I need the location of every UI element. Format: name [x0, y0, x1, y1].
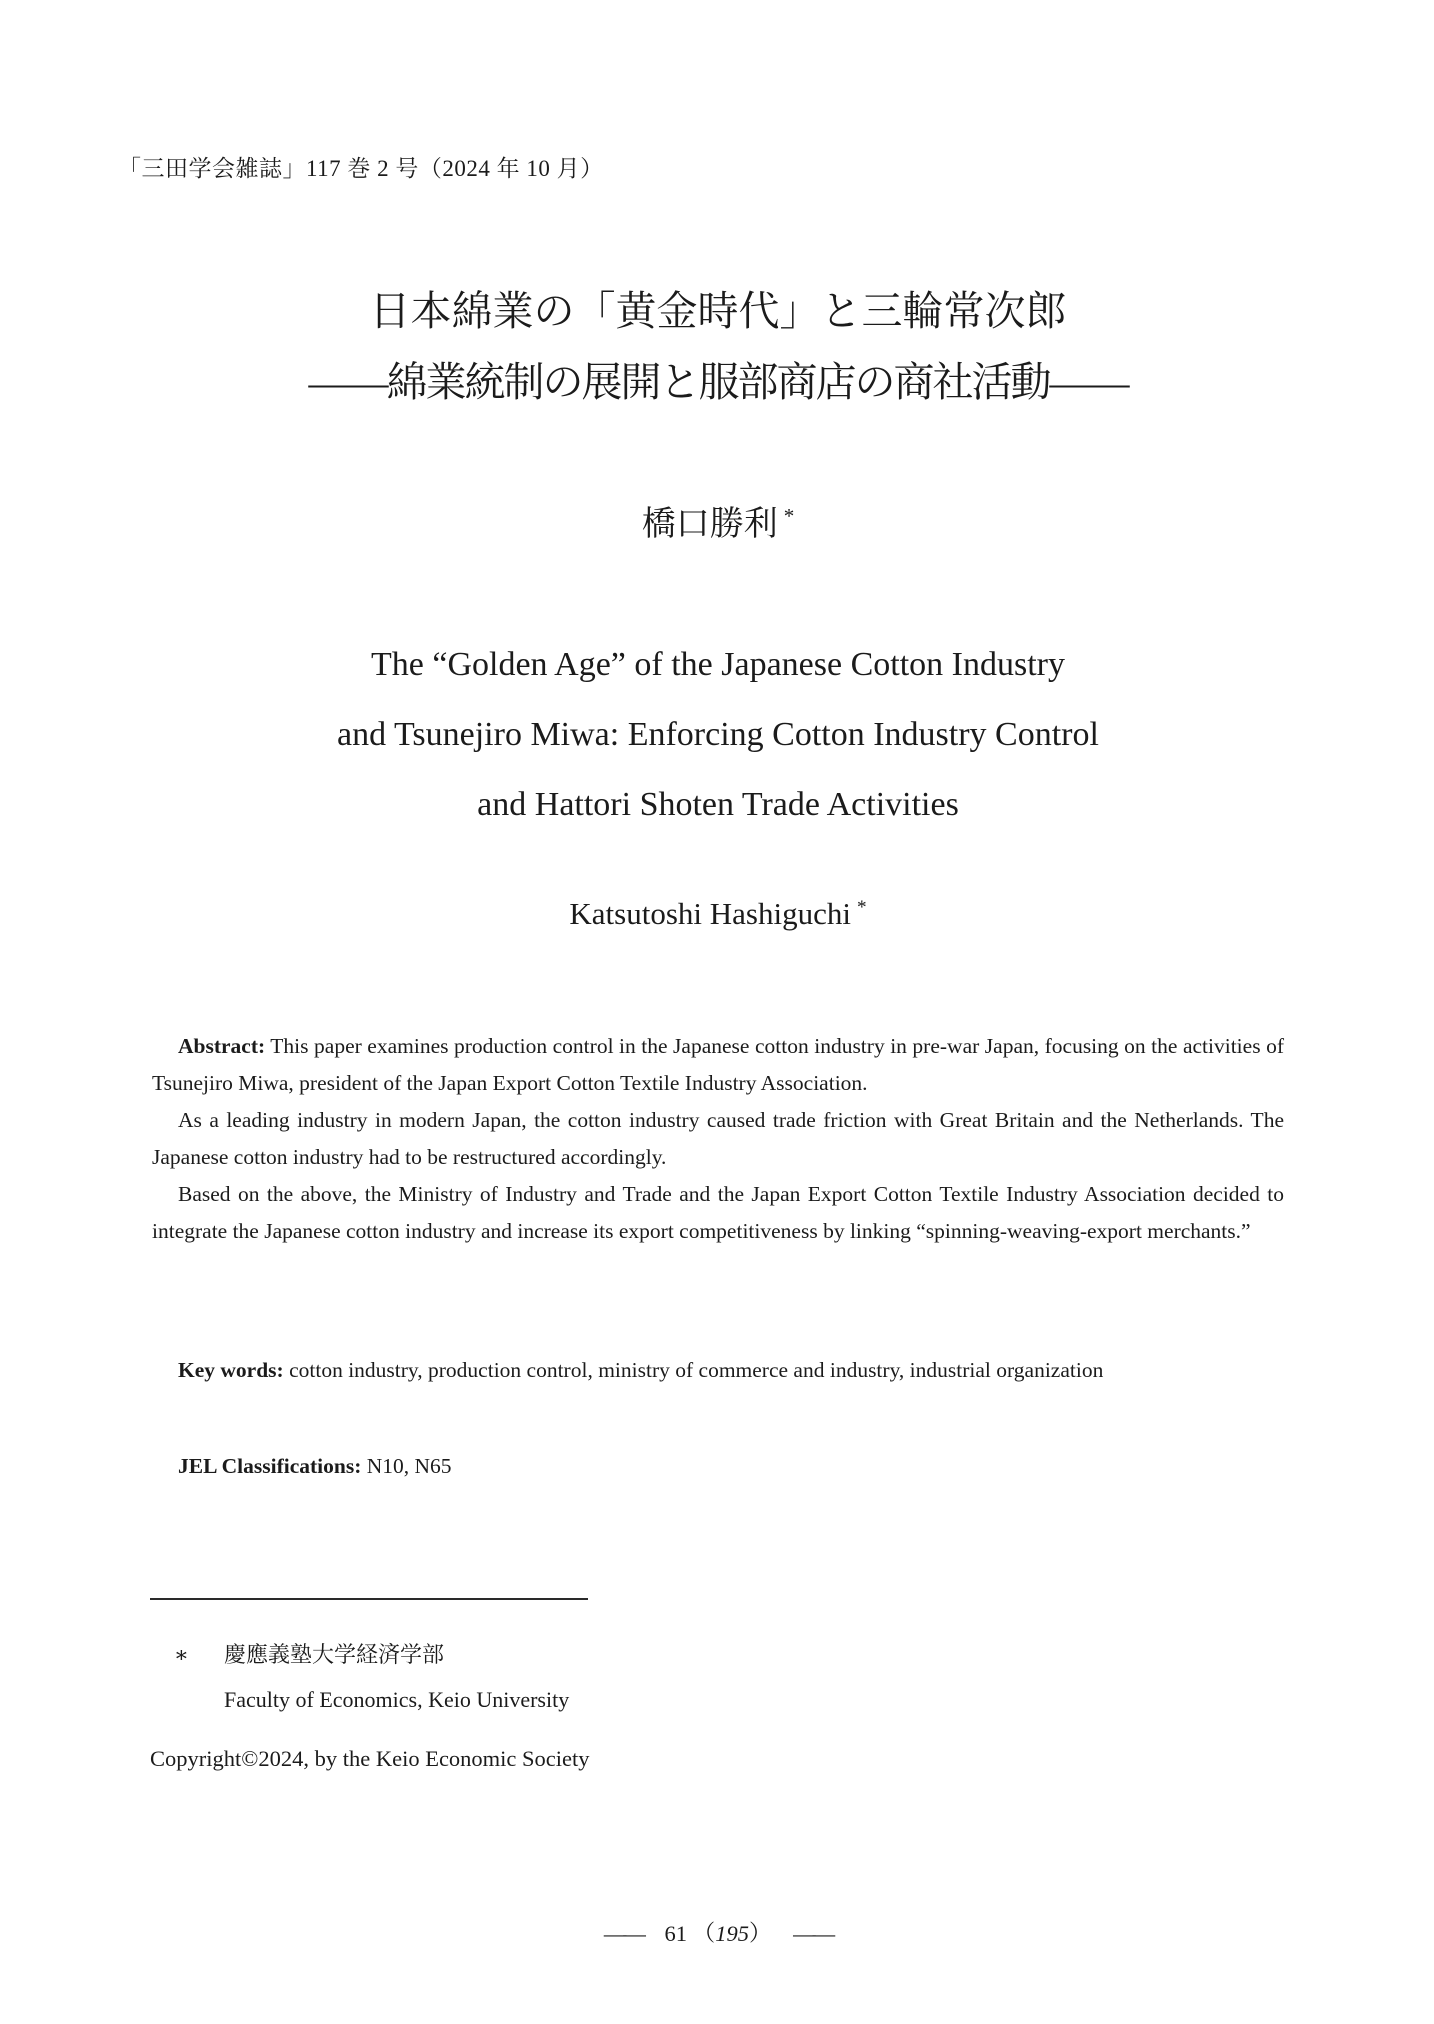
page-number-paren-close: ） — [748, 1921, 772, 1946]
abstract-paragraph-3: Based on the above, the Ministry of Industry and Trade and the Japan Export Cotton Textile Industry Association decided to integrate the Japanese cotton industry and increase its export competitiveness by linking “spinning-weaving-export merchants.” — [152, 1182, 1284, 1243]
footer-left-dash: —— — [603, 1921, 643, 1946]
footnote-rule — [150, 1598, 588, 1600]
jel-paragraph — [152, 1448, 1284, 1485]
title-english — [152, 630, 1284, 840]
title-japanese-line2: ——綿業統制の展開と服部商店の商社活動—— — [308, 359, 1128, 405]
footnote-affiliation-japanese: 慶應義塾大学経済学部 — [224, 1642, 445, 1667]
author-japanese-footnote-marker: * — [783, 503, 795, 528]
jel-label: JEL Classifications: — [178, 1454, 362, 1478]
keywords-section — [152, 1352, 1284, 1389]
title-japanese — [152, 276, 1284, 418]
author-japanese-name: 橋口勝利 — [641, 506, 778, 543]
title-japanese-line1: 日本綿業の「黄金時代」と三輪常次郎 — [369, 288, 1067, 334]
keywords-paragraph — [152, 1352, 1284, 1389]
page-number-paren-open: （ — [692, 1921, 716, 1946]
series-page-number: 195 — [715, 1921, 749, 1946]
author-english — [152, 896, 1284, 932]
jel-section — [152, 1448, 1284, 1485]
author-japanese — [152, 496, 1284, 545]
abstract-label: Abstract: — [178, 1034, 266, 1058]
author-english-name: Katsutoshi Hashiguchi — [569, 896, 851, 931]
footnote-section — [152, 1632, 1052, 1722]
keywords-text: cotton industry, production control, ministry of commerce and industry, industrial organization — [289, 1358, 1104, 1382]
keywords-label: Key words: — [178, 1358, 284, 1382]
copyright-notice: Copyright©2024, by the Keio Economic Society — [150, 1746, 590, 1771]
footnote-affiliation-english: Faculty of Economics, Keio University — [224, 1687, 570, 1712]
title-english-line2: and Tsunejiro Miwa: Enforcing Cotton Industry Control — [337, 716, 1099, 753]
abstract-paragraph-1 — [152, 1028, 1284, 1102]
title-english-line1: The “Golden Age” of the Japanese Cotton Industry — [371, 646, 1065, 683]
footer-right-dash: —— — [793, 1921, 833, 1946]
jel-text: N10, N65 — [366, 1454, 452, 1478]
footnote-marker: ∗ — [174, 1642, 189, 1667]
author-english-footnote-marker: * — [856, 896, 867, 918]
page-number-footer — [152, 1916, 1284, 1948]
footnote-affiliation-ja-row — [152, 1632, 1052, 1677]
abstract-paragraph-2: As a leading industry in modern Japan, the cotton industry caused trade friction with Great Britain and the Netherlands. The Japanese cotton industry had to be restructured accordingly. — [152, 1108, 1284, 1169]
page-number: 61 — [664, 1921, 688, 1946]
title-english-line3: and Hattori Shoten Trade Activities — [477, 786, 959, 823]
journal-header: 「三田学会雑誌」117 巻 2 号（2024 年 10 月） — [118, 156, 604, 181]
abstract-section — [152, 1028, 1284, 1250]
abstract-paragraph-1-text: This paper examines production control in the Japanese cotton industry in pre-war Japan, focusing on the activities of Tsunejiro Miwa, president of the Japan Export Cotton Textile Industry Association. — [152, 1034, 1284, 1095]
